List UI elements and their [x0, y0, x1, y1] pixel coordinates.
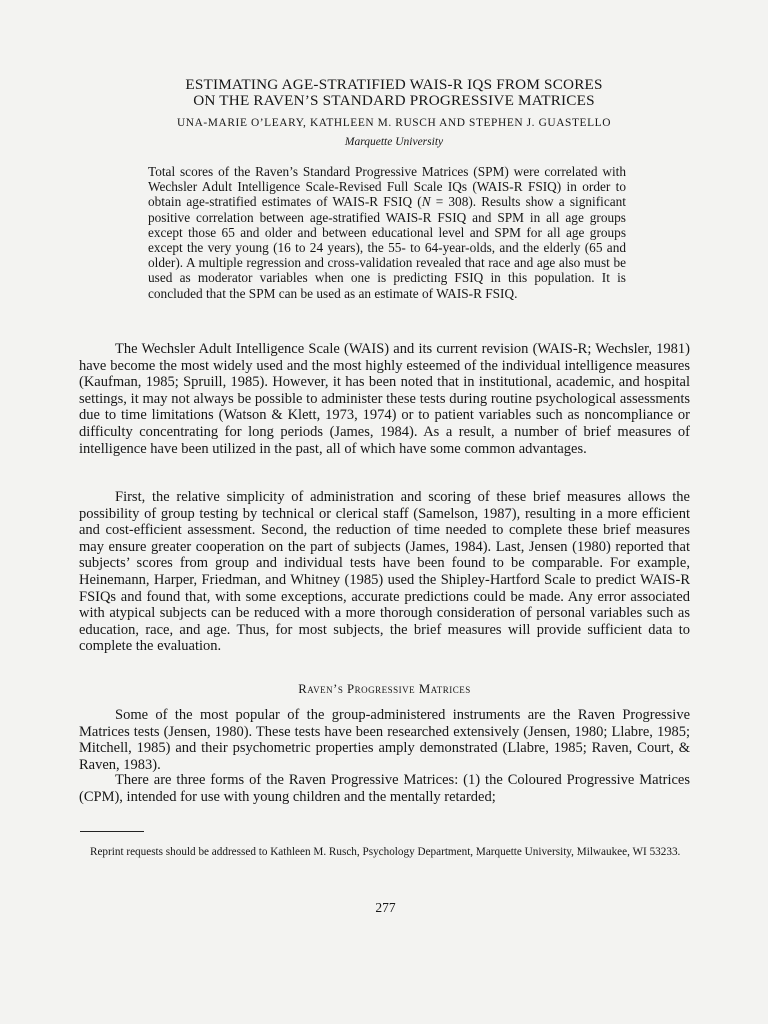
- body-paragraph-4: There are three forms of the Raven Progressive Matrices: (1) the Coloured Progressive Matrices (CPM), intended for use with young children and the mentally retarded;: [79, 772, 690, 805]
- abstract: [148, 164, 626, 301]
- abstract-n-symbol: N: [421, 194, 431, 210]
- body-paragraph-3: Some of the most popular of the group-administered instruments are the Raven Progressive Matrices tests (Jensen, 1980). These tests have been researched extensively (Jensen, 1980; Llabre, 1985; Mitchell, 1985) and their psychometric properties amply demonstrated (Llabre, 1985; Raven, Court, & Raven, 1983).: [79, 707, 690, 773]
- article-title-line-1: ESTIMATING AGE-STRATIFIED WAIS-R IQS FROM SCORES: [185, 76, 603, 93]
- abstract-text-end: = 308). Results show a significant positive correlation between age-stratified WAIS-R FSIQ and SPM in all age groups except those 65 and older and between educational level and SPM for all age groups except the very young (16 to 24 years), the 55- to 64-year-olds, and the elderly (65 and older). A multiple regression and cross-validation revealed that race and age also must be used as moderator variables when one is predicting FSIQ in this population. It is concluded that the SPM can be used as an estimate of WAIS-R FSIQ.: [148, 194, 626, 301]
- abstract-text-start: Total scores of the Raven’s Standard Progressive Matrices (SPM) were correlated with Wechsler Adult Intelligence Scale-Revised Full Scale IQs (WAIS-R FSIQ) in order to obtain age-stratified estimates of WAIS-R FSIQ (: [148, 164, 626, 210]
- article-title-line-2: ON THE RAVEN’S STANDARD PROGRESSIVE MATRICES: [193, 92, 595, 109]
- body-paragraph-2: First, the relative simplicity of administration and scoring of these brief measures allows the possibility of group testing by technical or clerical staff (Samelson, 1987), resulting in a more efficient and cost-efficient assessment. Second, the reduction of time needed to complete these brief measures may ensure greater cooperation on the part of subjects (James, 1984). Last, Jensen (1980) reported that subjects’ scores from group and individual tests have been found to be comparable. For example, Heinemann, Harper, Friedman, and Whitney (1985) used the Shipley-Hartford Scale to predict WAIS-R FSIQs and found that, with some exceptions, accurate predictions could be made. Any error associated with atypical subjects can be reduced with a more thorough consideration of personal variables such as education, race, and age. Thus, for most subjects, the brief measures will provide sufficient data to complete the evaluation.: [79, 489, 690, 655]
- footnote: Reprint requests should be addressed to Kathleen M. Rusch, Psychology Department, Marquette University, Milwaukee, WI 53233.: [90, 846, 681, 858]
- body-paragraph-1: The Wechsler Adult Intelligence Scale (WAIS) and its current revision (WAIS-R; Wechsler, 1981) have become the most widely used and the most highly esteemed of the individual intelligence measures (Kaufman, 1985; Spruill, 1985). However, it has been noted that in institutional, academic, and hospital settings, it may not always be possible to administer these tests during routine psychological assessments due to time limitations (Watson & Klett, 1973, 1974) or to patient variables such as noncompliance or difficulty concentrating for long periods (James, 1984). As a result, a number of brief measures of intelligence have been utilized in the past, all of which have some common advantages.: [79, 341, 690, 457]
- section-heading: Raven’s Progressive Matrices: [298, 682, 471, 696]
- page-number: 277: [375, 900, 396, 915]
- author-list: UNA-MARIE O’LEARY, KATHLEEN M. RUSCH AND STEPHEN J. GUASTELLO: [176, 117, 612, 129]
- author-affiliation: Marquette University: [344, 136, 444, 148]
- footnote-rule: [80, 831, 144, 832]
